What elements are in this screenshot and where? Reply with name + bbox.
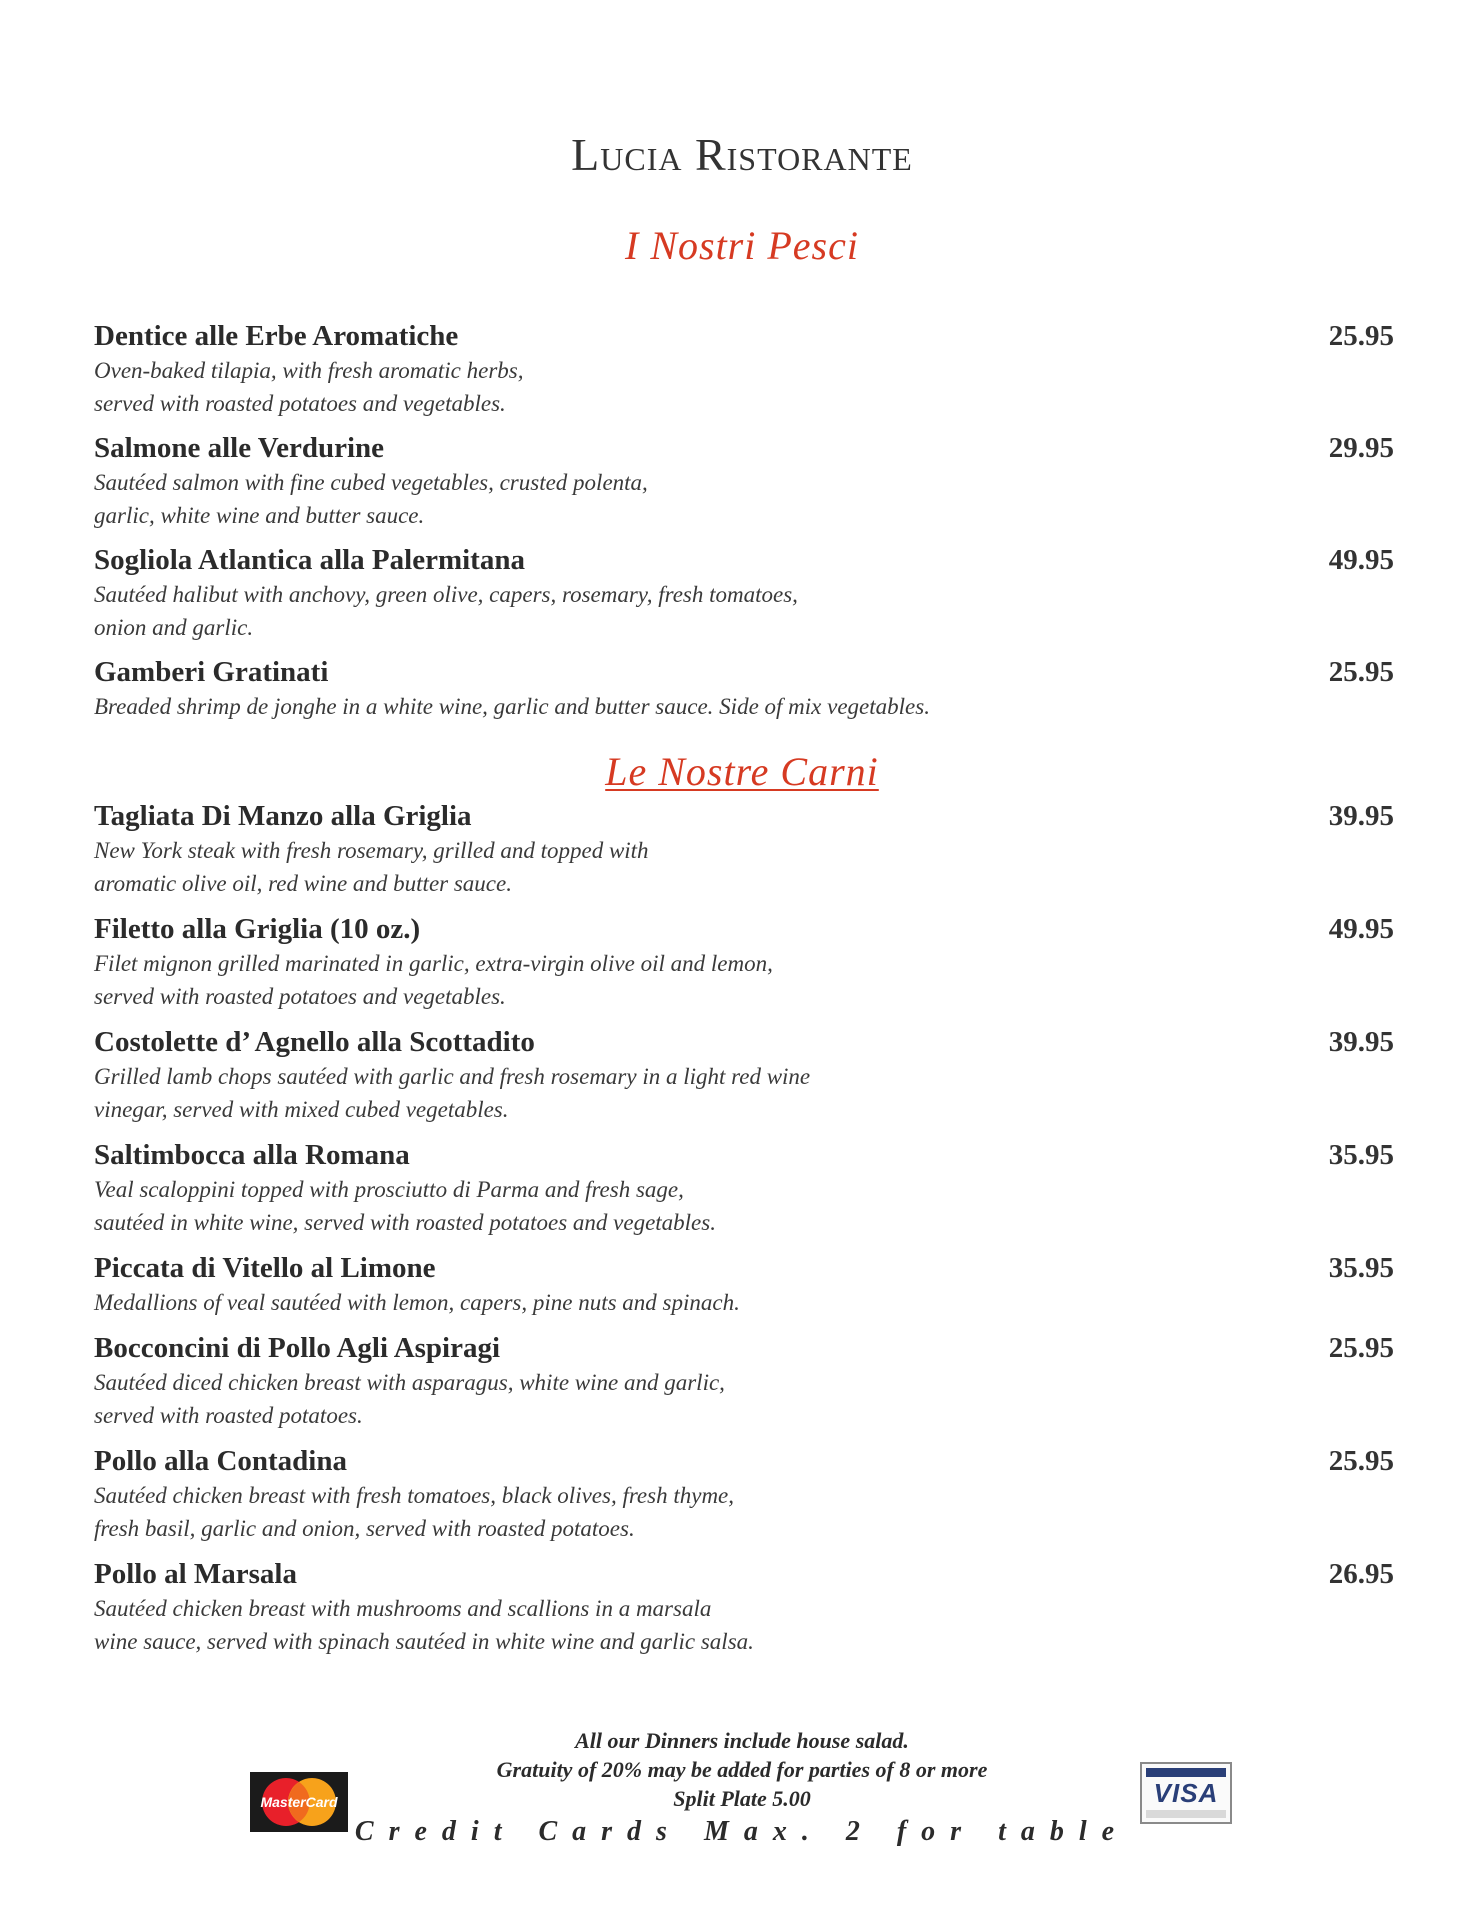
menu-item-price: 25.95 (1328, 1445, 1394, 1477)
section-title-meat (0, 748, 1484, 795)
menu-item (94, 1330, 1394, 1443)
menu-item (94, 542, 1394, 654)
footer-line-salad: All our Dinners include house salad. (575, 1728, 909, 1753)
menu-item-description: Grilled lamb chops sautéed with garlic and fresh rosemary in a light red wine vinegar, served with mixed cubed vegetables. (94, 1064, 811, 1122)
menu-item-name: Pollo al Marsala (94, 1558, 297, 1590)
menu-item-name: Dentice alle Erbe Aromatiche (94, 320, 459, 352)
menu-item-description: Oven-baked tilapia, with fresh aromatic herbs, served with roasted potatoes and vegetables. (94, 358, 524, 416)
menu-item-name: Costolette d’ Agnello alla Scottadito (94, 1026, 535, 1058)
menu-item-price: 29.95 (1328, 432, 1394, 464)
menu-item-description: Medallions of veal sautéed with lemon, capers, pine nuts and spinach. (94, 1290, 740, 1315)
menu-item (94, 318, 1394, 430)
menu-item-name: Saltimbocca alla Romana (94, 1139, 410, 1171)
section-title-fish (0, 222, 1484, 269)
menu-item-price: 35.95 (1328, 1252, 1394, 1284)
menu-item-name: Piccata di Vitello al Limone (94, 1252, 436, 1284)
menu-item-description: Sautéed chicken breast with fresh tomatoes, black olives, fresh thyme, fresh basil, garlic and onion, served with roasted potatoes. (94, 1483, 735, 1541)
menu-item-price: 25.95 (1328, 1332, 1394, 1364)
menu-item-price: 35.95 (1328, 1139, 1394, 1171)
menu-item (94, 1024, 1394, 1137)
menu-item-price: 49.95 (1328, 913, 1394, 945)
footer-line-gratuity: Gratuity of 20% may be added for parties of 8 or more (496, 1757, 988, 1782)
menu-item-name: Pollo alla Contadina (94, 1445, 347, 1477)
menu-item-description: Sautéed halibut with anchovy, green olive, capers, rosemary, fresh tomatoes, onion and garlic. (94, 582, 798, 640)
footer-notes (0, 1726, 1484, 1846)
menu-item-description: Filet mignon grilled marinated in garlic, extra-virgin olive oil and lemon, served with roasted potatoes and vegetables. (94, 951, 773, 1009)
menu-list-meat (94, 798, 1394, 1669)
menu-item-name: Gamberi Gratinati (94, 656, 329, 688)
menu-item-description: Sautéed chicken breast with mushrooms and scallions in a marsala wine sauce, served with spinach sautéed in white wine and garlic salsa. (94, 1596, 754, 1654)
section-title-meat-text: Le Nostre Carni (605, 749, 879, 794)
menu-item-name: Salmone alle Verdurine (94, 432, 385, 464)
footer-line-credit-cards: Credit Cards Max. 2 for table (354, 1816, 1130, 1847)
menu-item (94, 911, 1394, 1024)
menu-item-name: Filetto alla Griglia (10 oz.) (94, 913, 421, 945)
menu-item (94, 1250, 1394, 1330)
visa-logo-text: VISA (1153, 1778, 1219, 1808)
visa-logo-top-bar (1146, 1768, 1226, 1777)
menu-item (94, 798, 1394, 911)
menu-item-description: Breaded shrimp de jonghe in a white wine, garlic and butter sauce. Side of mix vegetables. (94, 694, 930, 719)
menu-list-fish (94, 318, 1394, 744)
mastercard-logo-text: MasterCard (260, 1794, 338, 1810)
restaurant-title: Lucia Ristorante (571, 129, 913, 180)
menu-item (94, 430, 1394, 542)
menu-item-price: 25.95 (1328, 656, 1394, 688)
menu-item-description: Veal scaloppini topped with prosciutto di Parma and fresh sage, sautéed in white wine, served with roasted potatoes and vegetables. (94, 1177, 716, 1235)
menu-item-price: 25.95 (1328, 320, 1394, 352)
menu-item-price: 26.95 (1328, 1558, 1394, 1590)
menu-item-description: Sautéed diced chicken breast with asparagus, white wine and garlic, served with roasted potatoes. (94, 1370, 725, 1428)
menu-item-name: Sogliola Atlantica alla Palermitana (94, 544, 525, 576)
menu-item (94, 1556, 1394, 1669)
menu-item (94, 654, 1394, 744)
menu-item (94, 1443, 1394, 1556)
section-title-fish-text: I Nostri Pesci (625, 223, 859, 268)
menu-item-price: 39.95 (1328, 800, 1394, 832)
visa-logo-bottom-bar (1146, 1810, 1226, 1818)
menu-item-name: Tagliata Di Manzo alla Griglia (94, 800, 472, 832)
menu-item-name: Bocconcini di Pollo Agli Aspiragi (94, 1332, 501, 1364)
menu-item-price: 39.95 (1328, 1026, 1394, 1058)
menu-item-description: New York steak with fresh rosemary, grilled and topped with aromatic olive oil, red wine and butter sauce. (94, 838, 649, 896)
menu-item-description: Sautéed salmon with fine cubed vegetables, crusted polenta, garlic, white wine and butter sauce. (94, 470, 648, 528)
visa-logo-icon (1140, 1762, 1232, 1824)
menu-item-price: 49.95 (1328, 544, 1394, 576)
menu-item (94, 1137, 1394, 1250)
footer-line-split-plate: Split Plate 5.00 (673, 1786, 811, 1811)
